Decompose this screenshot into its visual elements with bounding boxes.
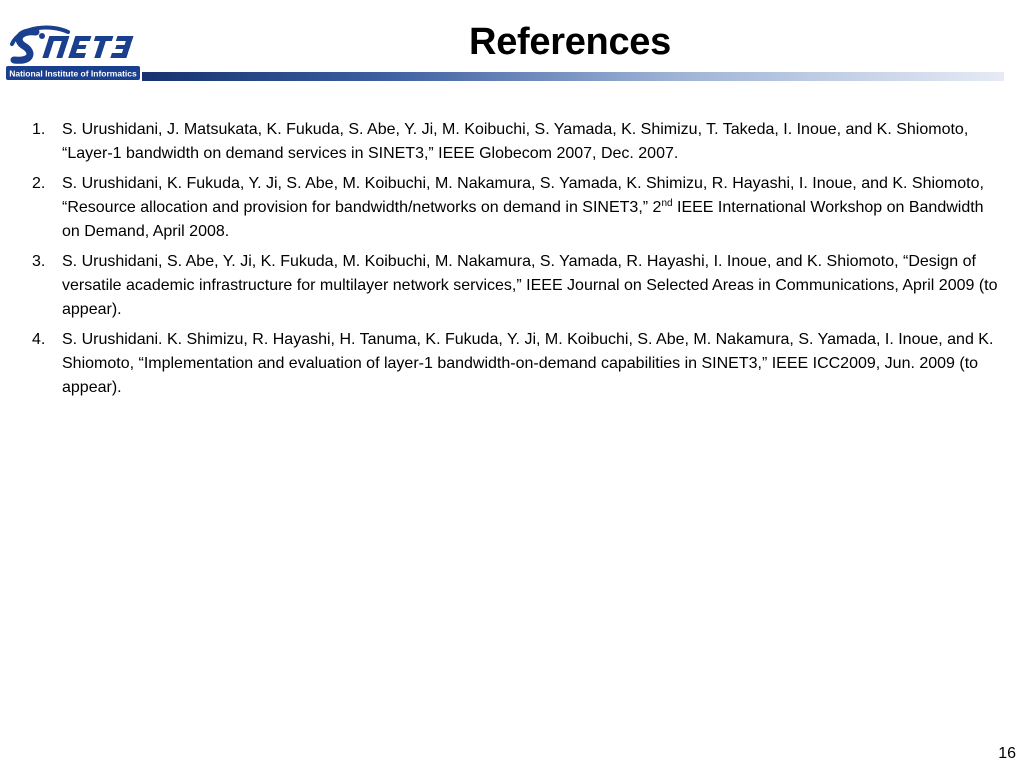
- header-divider: [142, 72, 1004, 81]
- reference-text: S. Urushidani, S. Abe, Y. Ji, K. Fukuda, M. Koibuchi, M. Nakamura, S. Yamada, R. Hayashi, I. Inoue, and K. Shiomoto, “Design of versatile academic infrastructure for multilayer network services,” IEEE Journal on Selected Areas in Communications, April 2009 (to appear).: [62, 253, 998, 318]
- reference-item-2: [26, 172, 1001, 244]
- reference-number: 2.: [32, 175, 46, 192]
- slide-title: References: [469, 21, 671, 63]
- sinet3-logo-graphic: [6, 22, 142, 84]
- reference-text: S. Urushidani, K. Fukuda, Y. Ji, S. Abe, M. Koibuchi, M. Nakamura, S. Yamada, K. Shimizu, R. Hayashi, I. Inoue, and K. Shiomoto, “Resource allocation and provision for bandwidth/networks on demand in SINET3,” 2: [62, 175, 984, 216]
- reference-item-1: [26, 118, 1001, 166]
- reference-text: S. Urushidani. K. Shimizu, R. Hayashi, H. Tanuma, K. Fukuda, Y. Ji, M. Koibuchi, S. Abe, M. Nakamura, S. Yamada, I. Inoue, and K. Shiomoto, “Implementation and evaluation of layer-1 bandwidth-on-demand capabilities in SINET3,” IEEE ICC2009, Jun. 2009 (to appear).: [62, 331, 994, 396]
- reference-text: S. Urushidani, J. Matsukata, K. Fukuda, S. Abe, Y. Ji, M. Koibuchi, S. Yamada, K. Shimizu, T. Takeda, I. Inoue, and K. Shiomoto, “Layer-1 bandwidth on demand services in SINET3,” IEEE Globecom 2007, Dec. 2007.: [62, 121, 969, 162]
- reference-item-3: [26, 250, 1001, 322]
- reference-text-continued: IEEE International Workshop on Bandwidth on Demand, April 2008.: [62, 199, 984, 240]
- references-list: [26, 118, 1001, 406]
- sinet3-logo: [6, 22, 142, 84]
- reference-number: 4.: [32, 331, 46, 348]
- reference-item-4: [26, 328, 1001, 400]
- reference-ordinal-superscript: nd: [661, 198, 673, 209]
- reference-number: 1.: [32, 121, 46, 138]
- logo-caption: National Institute of Informatics: [9, 68, 137, 79]
- page-number: 16: [998, 745, 1016, 762]
- reference-number: 3.: [32, 253, 46, 270]
